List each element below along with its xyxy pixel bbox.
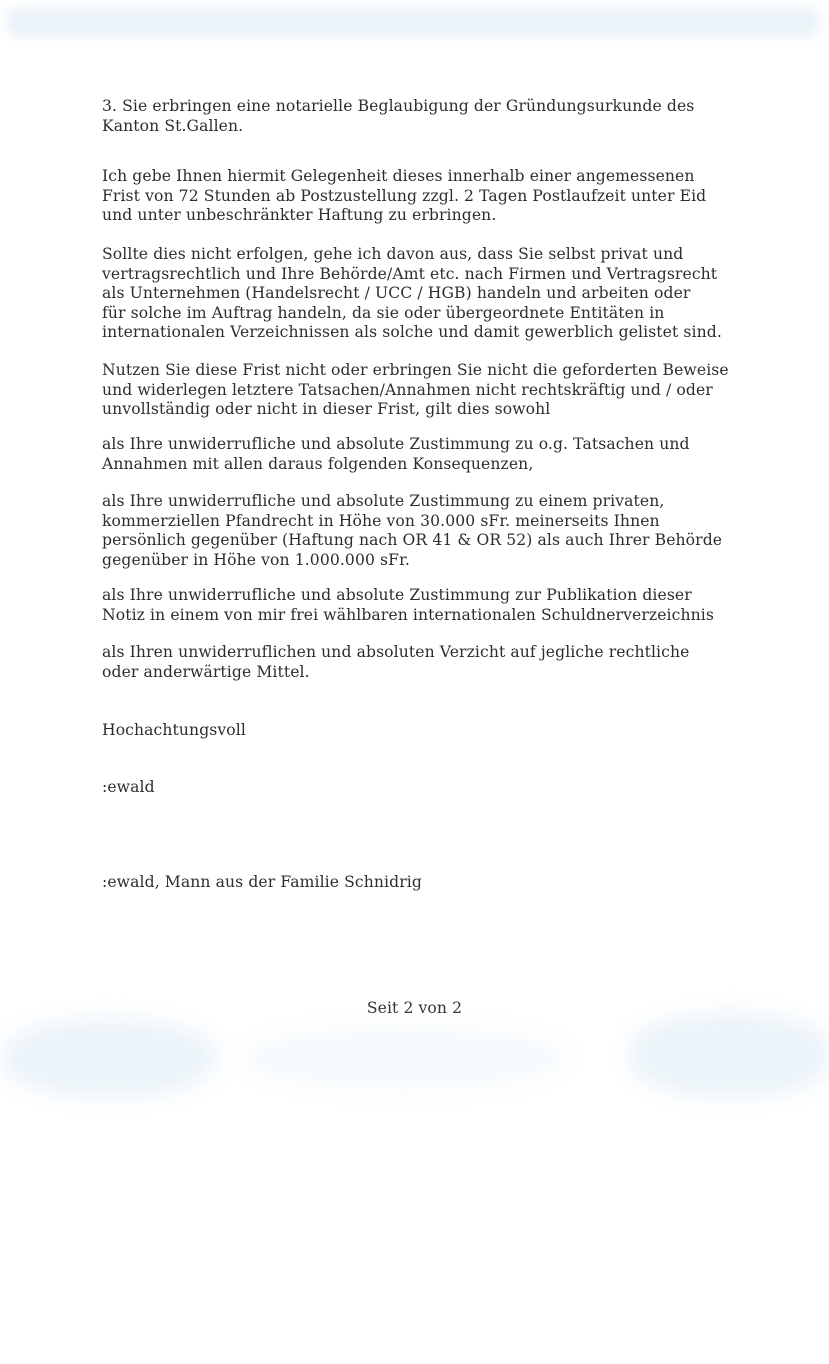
paragraph: Ich gebe Ihnen hiermit Gelegenheit dieses innerhalb einer angemessenen Frist von 72 Stunden ab Postzustellung zzgl. 2 Tagen Postlaufzeit unter Eid und unter unbeschränkter Haftung zu erbringen. bbox=[102, 167, 707, 225]
paragraph: 3. Sie erbringen eine notarielle Beglaubigung der Gründungsurkunde des Kanton St.Gallen. bbox=[102, 97, 695, 135]
paragraph: als Ihre unwiderrufliche und absolute Zustimmung zur Publikation dieser Notiz in einem von mir frei wählbaren internationalen Schuldnerverzeichnis bbox=[102, 586, 714, 624]
paragraph: Nutzen Sie diese Frist nicht oder erbringen Sie nicht die geforderten Beweise und widerlegen letztere Tatsachen/Annahmen nicht rechtskräftig und / oder unvollständig oder nicht in dieser Frist, gilt dies sowohl bbox=[102, 361, 729, 419]
paragraph: als Ihren unwiderruflichen und absoluten Verzicht auf jegliche rechtliche oder anderwärtige Mittel. bbox=[102, 643, 690, 681]
paragraph: als Ihre unwiderrufliche und absolute Zustimmung zu einem privaten, kommerziellen Pfandrecht in Höhe von 30.000 sFr. meinerseits Ihnen persönlich gegenüber (Haftung nach OR 41 & OR 52) als auch Ihrer Behörde gegenüber in Höhe von 1.000.000 sFr. bbox=[102, 492, 723, 569]
closing-salutation: Hochachtungsvoll bbox=[102, 721, 246, 739]
paragraph: Sollte dies nicht erfolgen, gehe ich davon aus, dass Sie selbst privat und vertragsrechtlich und Ihre Behörde/Amt etc. nach Firmen und Vertragsrecht als Unternehmen (Handelsrecht / UCC / HGB) handeln und arbeiten oder für solche im Auftrag handeln, da sie oder übergeordnete Entitäten in internationalen Verzeichnissen als solche und damit gewerblich gelistet sind. bbox=[102, 245, 722, 342]
signature-full-line: :ewald, Mann aus der Familie Schnidrig bbox=[102, 873, 422, 891]
scan-smudge-bottom-left bbox=[2, 1018, 217, 1098]
scan-smudge-bottom-right bbox=[628, 1012, 829, 1098]
paragraph: als Ihre unwiderrufliche und absolute Zustimmung zu o.g. Tatsachen und Annahmen mit allen daraus folgenden Konsequenzen, bbox=[102, 435, 690, 473]
page-number: Seit 2 von 2 bbox=[366, 999, 463, 1017]
signature-name: :ewald bbox=[102, 778, 155, 796]
scan-smudge-top bbox=[6, 7, 820, 37]
scan-smudge-bottom-middle bbox=[240, 1027, 570, 1089]
